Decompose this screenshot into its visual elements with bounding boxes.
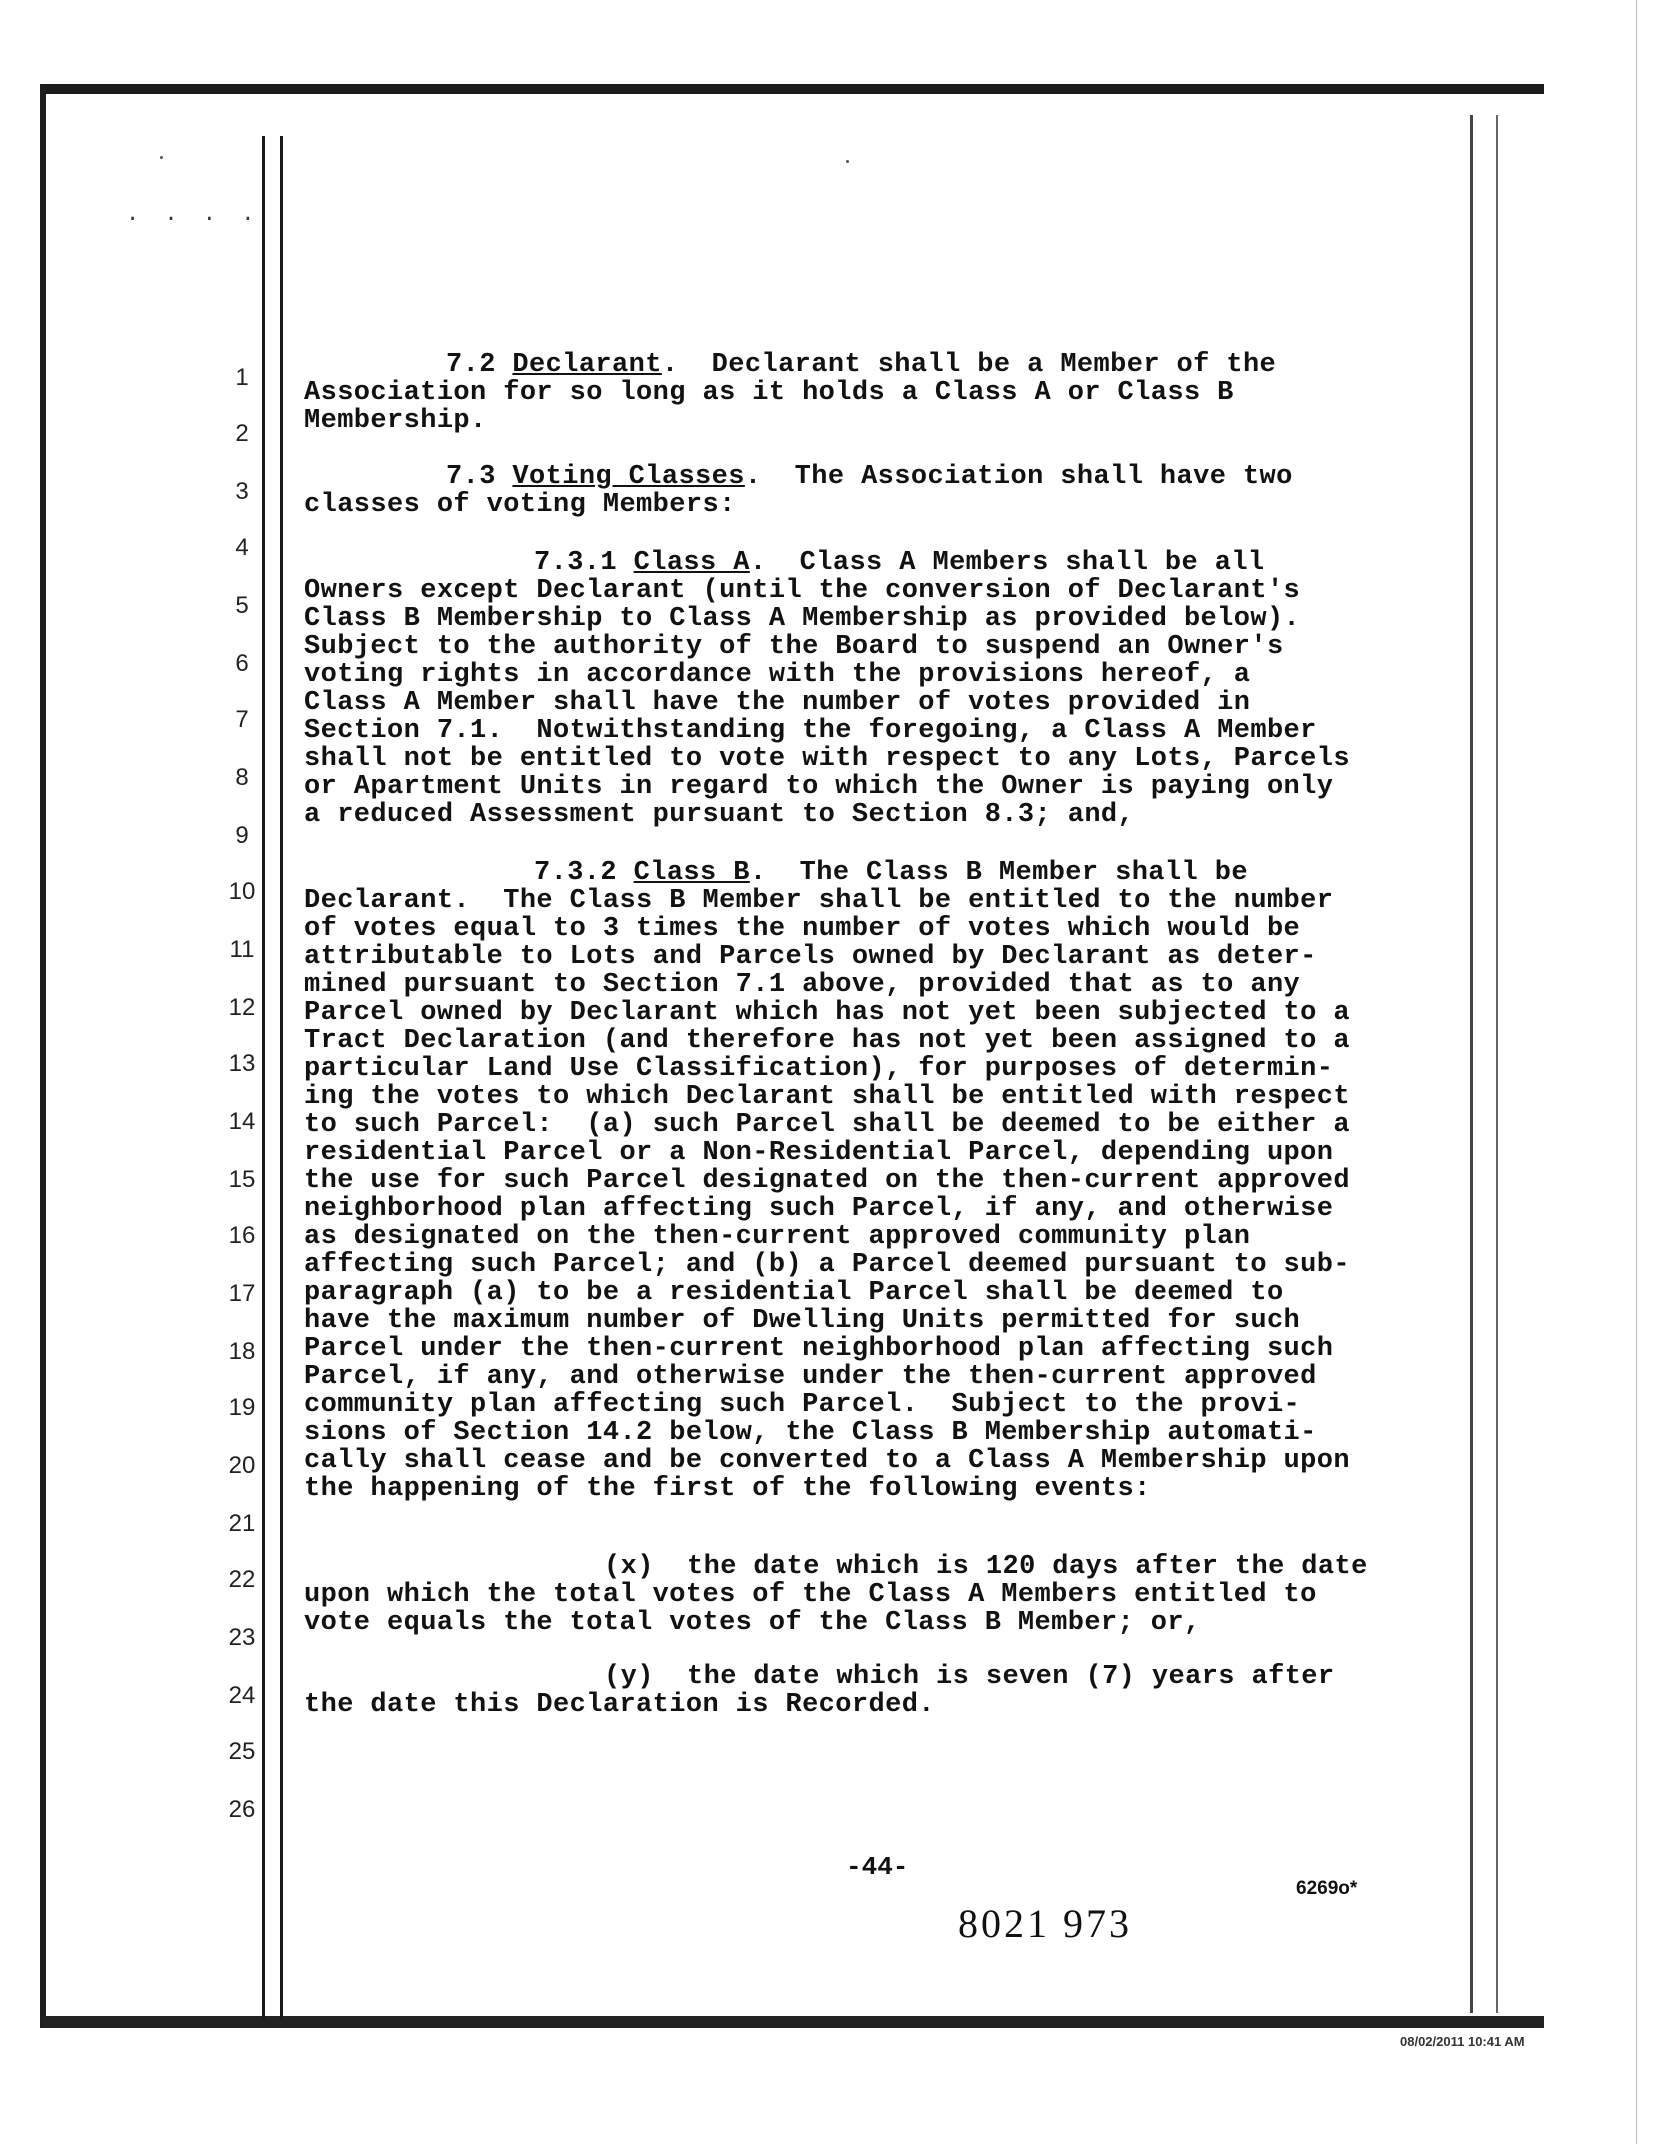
line-number: 18 [228,1338,256,1365]
text-line [304,744,1350,774]
text-run: upon which the total votes of the Class A Members entitled to [304,1580,1317,1610]
line-number: 21 [228,1510,256,1537]
text-run: Parcel, if any, and otherwise under the then-current approved [304,1362,1317,1392]
text-run: Subject to the authority of the Board to suspend an Owner's [304,632,1284,662]
page-number: -44- [846,1852,909,1882]
text-run: have the maximum number of Dwelling Units permitted for such [304,1306,1301,1336]
text-line [304,1580,1317,1610]
text-run: neighborhood plan affecting such Parcel, if any, and otherwise [304,1194,1334,1224]
line-number: 26 [228,1796,256,1823]
text-run: the use for such Parcel designated on the then-current approved [304,1166,1350,1196]
text-run: ing the votes to which Declarant shall be entitled with respect [304,1082,1350,1112]
text-line [304,576,1300,606]
text-line [304,716,1317,746]
text-run: classes of voting Members: [304,490,736,520]
text-line [534,858,1248,888]
text-run: (x) the date which is 120 days after the date [604,1552,1368,1582]
text-run: community plan affecting such Parcel. Subject to the provi- [304,1390,1301,1420]
line-number: 22 [228,1566,256,1593]
scan-border-top [42,84,1544,94]
text-line [604,1552,1368,1582]
line-number: 15 [228,1166,256,1193]
text-run: of votes equal to 3 times the number of votes which would be [304,914,1301,944]
text-line [446,350,1276,380]
text-line [304,1418,1317,1448]
line-number: 10 [228,878,256,905]
text-line [304,1166,1350,1196]
line-number: 2 [235,420,249,447]
right-margin-rule-outer [1496,115,1498,2013]
text-run: cally shall cease and be converted to a Class A Membership upon [304,1446,1350,1476]
text-line [304,406,487,436]
text-line [304,1222,1250,1252]
text-line [604,1662,1335,1692]
line-number: 25 [228,1738,256,1765]
text-run: 7.3 [446,462,513,492]
text-run: the date this Declaration is Recorded. [304,1690,935,1720]
record-number: 8021 973 [958,1901,1132,1946]
text-run: vote equals the total votes of the Class B Member; or, [304,1608,1201,1638]
scan-specks: . . . . [126,202,261,227]
text-run: . The Association shall have two [744,462,1293,492]
line-number: 17 [228,1280,256,1307]
line-number: 6 [235,650,249,677]
right-margin-rule [1470,115,1473,2013]
text-run: attributable to Lots and Parcels owned by Declarant as deter- [304,942,1317,972]
scan-speck [846,160,849,163]
line-number: 1 [235,364,249,391]
text-run: Owners except Declarant (until the conversion of Declarant's [304,576,1301,606]
text-line [304,1026,1350,1056]
line-number: 3 [235,478,249,505]
text-run: particular Land Use Classification), for purposes of determin- [304,1054,1334,1084]
text-run: voting rights in accordance with the provisions hereof, a [304,660,1251,690]
text-line [304,886,1333,916]
text-line [304,378,1234,408]
line-number: 20 [228,1452,256,1479]
text-line [304,1110,1350,1140]
line-number: 23 [228,1624,256,1651]
text-line [446,462,1293,492]
text-run: 7.2 [446,350,513,380]
line-number: 24 [228,1682,256,1709]
text-run: Membership. [304,406,487,436]
text-line [304,998,1350,1028]
text-run: 7.3.2 [534,858,634,888]
text-line [304,688,1250,718]
text-line [304,942,1317,972]
text-run: Class A Member shall have the number of votes provided in [304,688,1251,718]
text-run: shall not be entitled to vote with respect to any Lots, Parcels [304,744,1350,774]
text-run: mined pursuant to Section 7.1 above, provided that as to any [304,970,1301,1000]
text-line [304,1390,1300,1420]
text-run: . Declarant shall be a Member of the [661,350,1277,380]
line-number: 11 [229,936,255,963]
text-run: affecting such Parcel; and (b) a Parcel deemed pursuant to sub- [304,1250,1350,1280]
text-run: . The Class B Member shall be [749,858,1248,888]
text-line [304,1362,1317,1392]
scan-speck [160,156,163,159]
text-line [304,1082,1350,1112]
section-heading: Class B [633,858,750,888]
text-line [304,970,1300,1000]
text-line [304,800,1134,830]
text-line [304,632,1284,662]
text-run: (y) the date which is seven (7) years after [604,1662,1335,1692]
text-line [304,604,1300,634]
text-line [304,1690,935,1720]
text-run: paragraph (a) to be a residential Parcel shall be deemed to [304,1278,1284,1308]
line-number: 8 [235,764,249,791]
text-run: Parcel under the then-current neighborhood plan affecting such [304,1334,1334,1364]
text-line [304,660,1250,690]
text-line [534,548,1265,578]
section-heading: Voting Classes [512,462,745,492]
line-number: 13 [228,1050,256,1077]
margin-rule-left [262,136,265,2020]
margin-rule-right [280,136,283,2020]
document-code: 6269o* [1296,1878,1358,1899]
text-run: the happening of the first of the following events: [304,1474,1151,1504]
line-number: 4 [235,534,249,561]
scan-border-bottom [42,2016,1544,2028]
text-line [304,1446,1350,1476]
text-line [304,1250,1350,1280]
line-number: 14 [228,1108,256,1135]
text-line [304,1306,1300,1336]
section-heading: Declarant [512,350,662,380]
text-line [304,1474,1151,1504]
text-run: Association for so long as it holds a Class A or Class B [304,378,1234,408]
text-run: to such Parcel: (a) such Parcel shall be deemed to be either a [304,1110,1350,1140]
text-run: Class B Membership to Class A Membership as provided below). [304,604,1301,634]
text-run: or Apartment Units in regard to which the Owner is paying only [304,772,1334,802]
scan-edge-line [1636,0,1637,2144]
fax-timestamp: 08/02/2011 10:41 AM [1400,2034,1525,2049]
text-line [304,914,1300,944]
text-run: a reduced Assessment pursuant to Section 8.3; and, [304,800,1135,830]
line-number: 9 [235,822,249,849]
text-line [304,1278,1284,1308]
text-run: Declarant. The Class B Member shall be entitled to the number [304,886,1334,916]
text-run: . Class A Members shall be all [749,548,1265,578]
text-line [304,490,736,520]
text-line [304,1194,1333,1224]
line-number: 7 [235,706,249,733]
text-line [304,1054,1333,1084]
text-run: sions of Section 14.2 below, the Class B Membership automati- [304,1418,1317,1448]
text-line [304,772,1333,802]
text-run: Parcel owned by Declarant which has not yet been subjected to a [304,998,1350,1028]
section-heading: Class A [633,548,750,578]
text-run: Section 7.1. Notwithstanding the foregoing, a Class A Member [304,716,1317,746]
text-run: as designated on the then-current approved community plan [304,1222,1251,1252]
line-number: 12 [228,994,256,1021]
text-run: residential Parcel or a Non-Residential Parcel, depending upon [304,1138,1334,1168]
line-number: 5 [235,592,249,619]
line-number: 16 [228,1222,256,1249]
text-run: Tract Declaration (and therefore has not yet been assigned to a [304,1026,1350,1056]
text-run: 7.3.1 [534,548,634,578]
text-line [304,1608,1201,1638]
line-number: 19 [228,1394,256,1421]
text-line [304,1334,1333,1364]
text-line [304,1138,1333,1168]
scan-border-left [40,84,46,2028]
